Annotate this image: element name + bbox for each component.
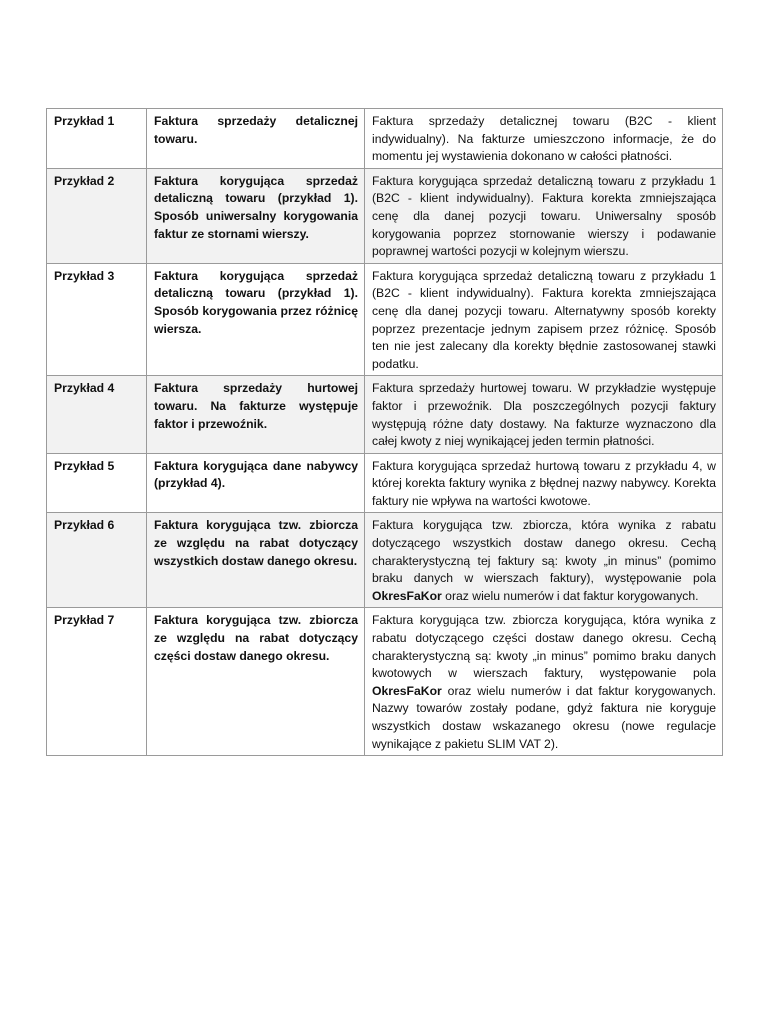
example-id: Przykład 6 [47, 513, 147, 608]
table-row [47, 168, 723, 263]
example-id: Przykład 5 [47, 453, 147, 513]
example-id: Przykład 3 [47, 263, 147, 376]
example-description [365, 513, 723, 608]
description-text: Faktura korygująca tzw. zbiorcza, która wynika z rabatu dotyczącego wszystkich dostaw danego okresu. Cechą charakterystyczną tej faktury są: kwoty „in minus” (pomimo braku danych w wierszach faktury), występowanie pola [372, 518, 716, 586]
example-title: Faktura korygująca tzw. zbiorcza ze względu na rabat dotyczący wszystkich dostaw danego okresu. [147, 513, 365, 608]
example-description: Faktura sprzedaży detalicznej towaru (B2C - klient indywidualny). Na fakturze umieszczono informacje, że do momentu jej wystawienia dokonano w całości płatności. [365, 109, 723, 169]
description-text: Faktura korygująca tzw. zbiorcza korygująca, która wynika z rabatu dotyczącego części dostaw danego okresu. Cechą charakterystyczną są: kwoty „in minus” pomimo braku danych kwotowych w wierszach faktury, występowanie pola [372, 613, 716, 681]
example-title: Faktura korygująca sprzedaż detaliczną towaru (przykład 1). Sposób korygowania przez różnicę wiersza. [147, 263, 365, 376]
table-row [47, 513, 723, 608]
field-keyword: OkresFaKor [372, 588, 442, 603]
example-title: Faktura sprzedaży detalicznej towaru. [147, 109, 365, 169]
examples-table [46, 108, 723, 756]
example-description: Faktura korygująca sprzedaż detaliczną towaru z przykładu 1 (B2C - klient indywidualny). Faktura korekta zmniejszająca cenę dla danej pozycji towaru. Uniwersalny sposób korygowania poprzez stornowanie wierszy i podawanie poprawnej wartości pozycji w kolejnym wierszu. [365, 168, 723, 263]
example-id: Przykład 1 [47, 109, 147, 169]
example-title: Faktura korygująca tzw. zbiorcza ze względu na rabat dotyczący części dostaw danego okresu. [147, 608, 365, 756]
example-title: Faktura korygująca dane nabywcy (przykład 4). [147, 453, 365, 513]
table-row [47, 453, 723, 513]
example-id: Przykład 7 [47, 608, 147, 756]
field-keyword: OkresFaKor [372, 683, 442, 698]
table-row [47, 109, 723, 169]
example-title: Faktura sprzedaży hurtowej towaru. Na fakturze występuje faktor i przewoźnik. [147, 376, 365, 453]
table-row [47, 608, 723, 756]
example-description: Faktura sprzedaży hurtowej towaru. W przykładzie występuje faktor i przewoźnik. Dla poszczególnych pozycji faktury występują różne daty dostawy. Na fakturze wyznaczono dla całej kwoty z niej wynikającej jeden termin płatności. [365, 376, 723, 453]
example-description: Faktura korygująca sprzedaż detaliczną towaru z przykładu 1 (B2C - klient indywidualny). Faktura korekta zmniejszająca cenę dla danej pozycji towaru. Alternatywny sposób korekty poprzez prezentacje jednym zapisem przez różnicę. Sposób ten nie jest zalecany dla korekty błędnie zastosowanej stawki podatku. [365, 263, 723, 376]
description-text: oraz wielu numerów i dat faktur korygowanych. [441, 588, 699, 603]
document-page [46, 108, 722, 756]
example-id: Przykład 4 [47, 376, 147, 453]
example-description: Faktura korygująca sprzedaż hurtową towaru z przykładu 4, w której korekta faktury wynika z błędnej nazwy nabywcy. Korekta faktury nie wpływa na wartości kwotowe. [365, 453, 723, 513]
example-title: Faktura korygująca sprzedaż detaliczną towaru (przykład 1). Sposób uniwersalny korygowania faktur ze stornami wierszy. [147, 168, 365, 263]
table-row [47, 263, 723, 376]
description-text: oraz wielu numerów i dat faktur korygowanych. Nazwy towarów zostały podane, gdyż faktura nie koryguje wszystkich dostaw wskazanego okresu (nowe regulacje wynikające z pakietu SLIM VAT 2). [372, 683, 716, 751]
example-id: Przykład 2 [47, 168, 147, 263]
table-row [47, 376, 723, 453]
example-description [365, 608, 723, 756]
